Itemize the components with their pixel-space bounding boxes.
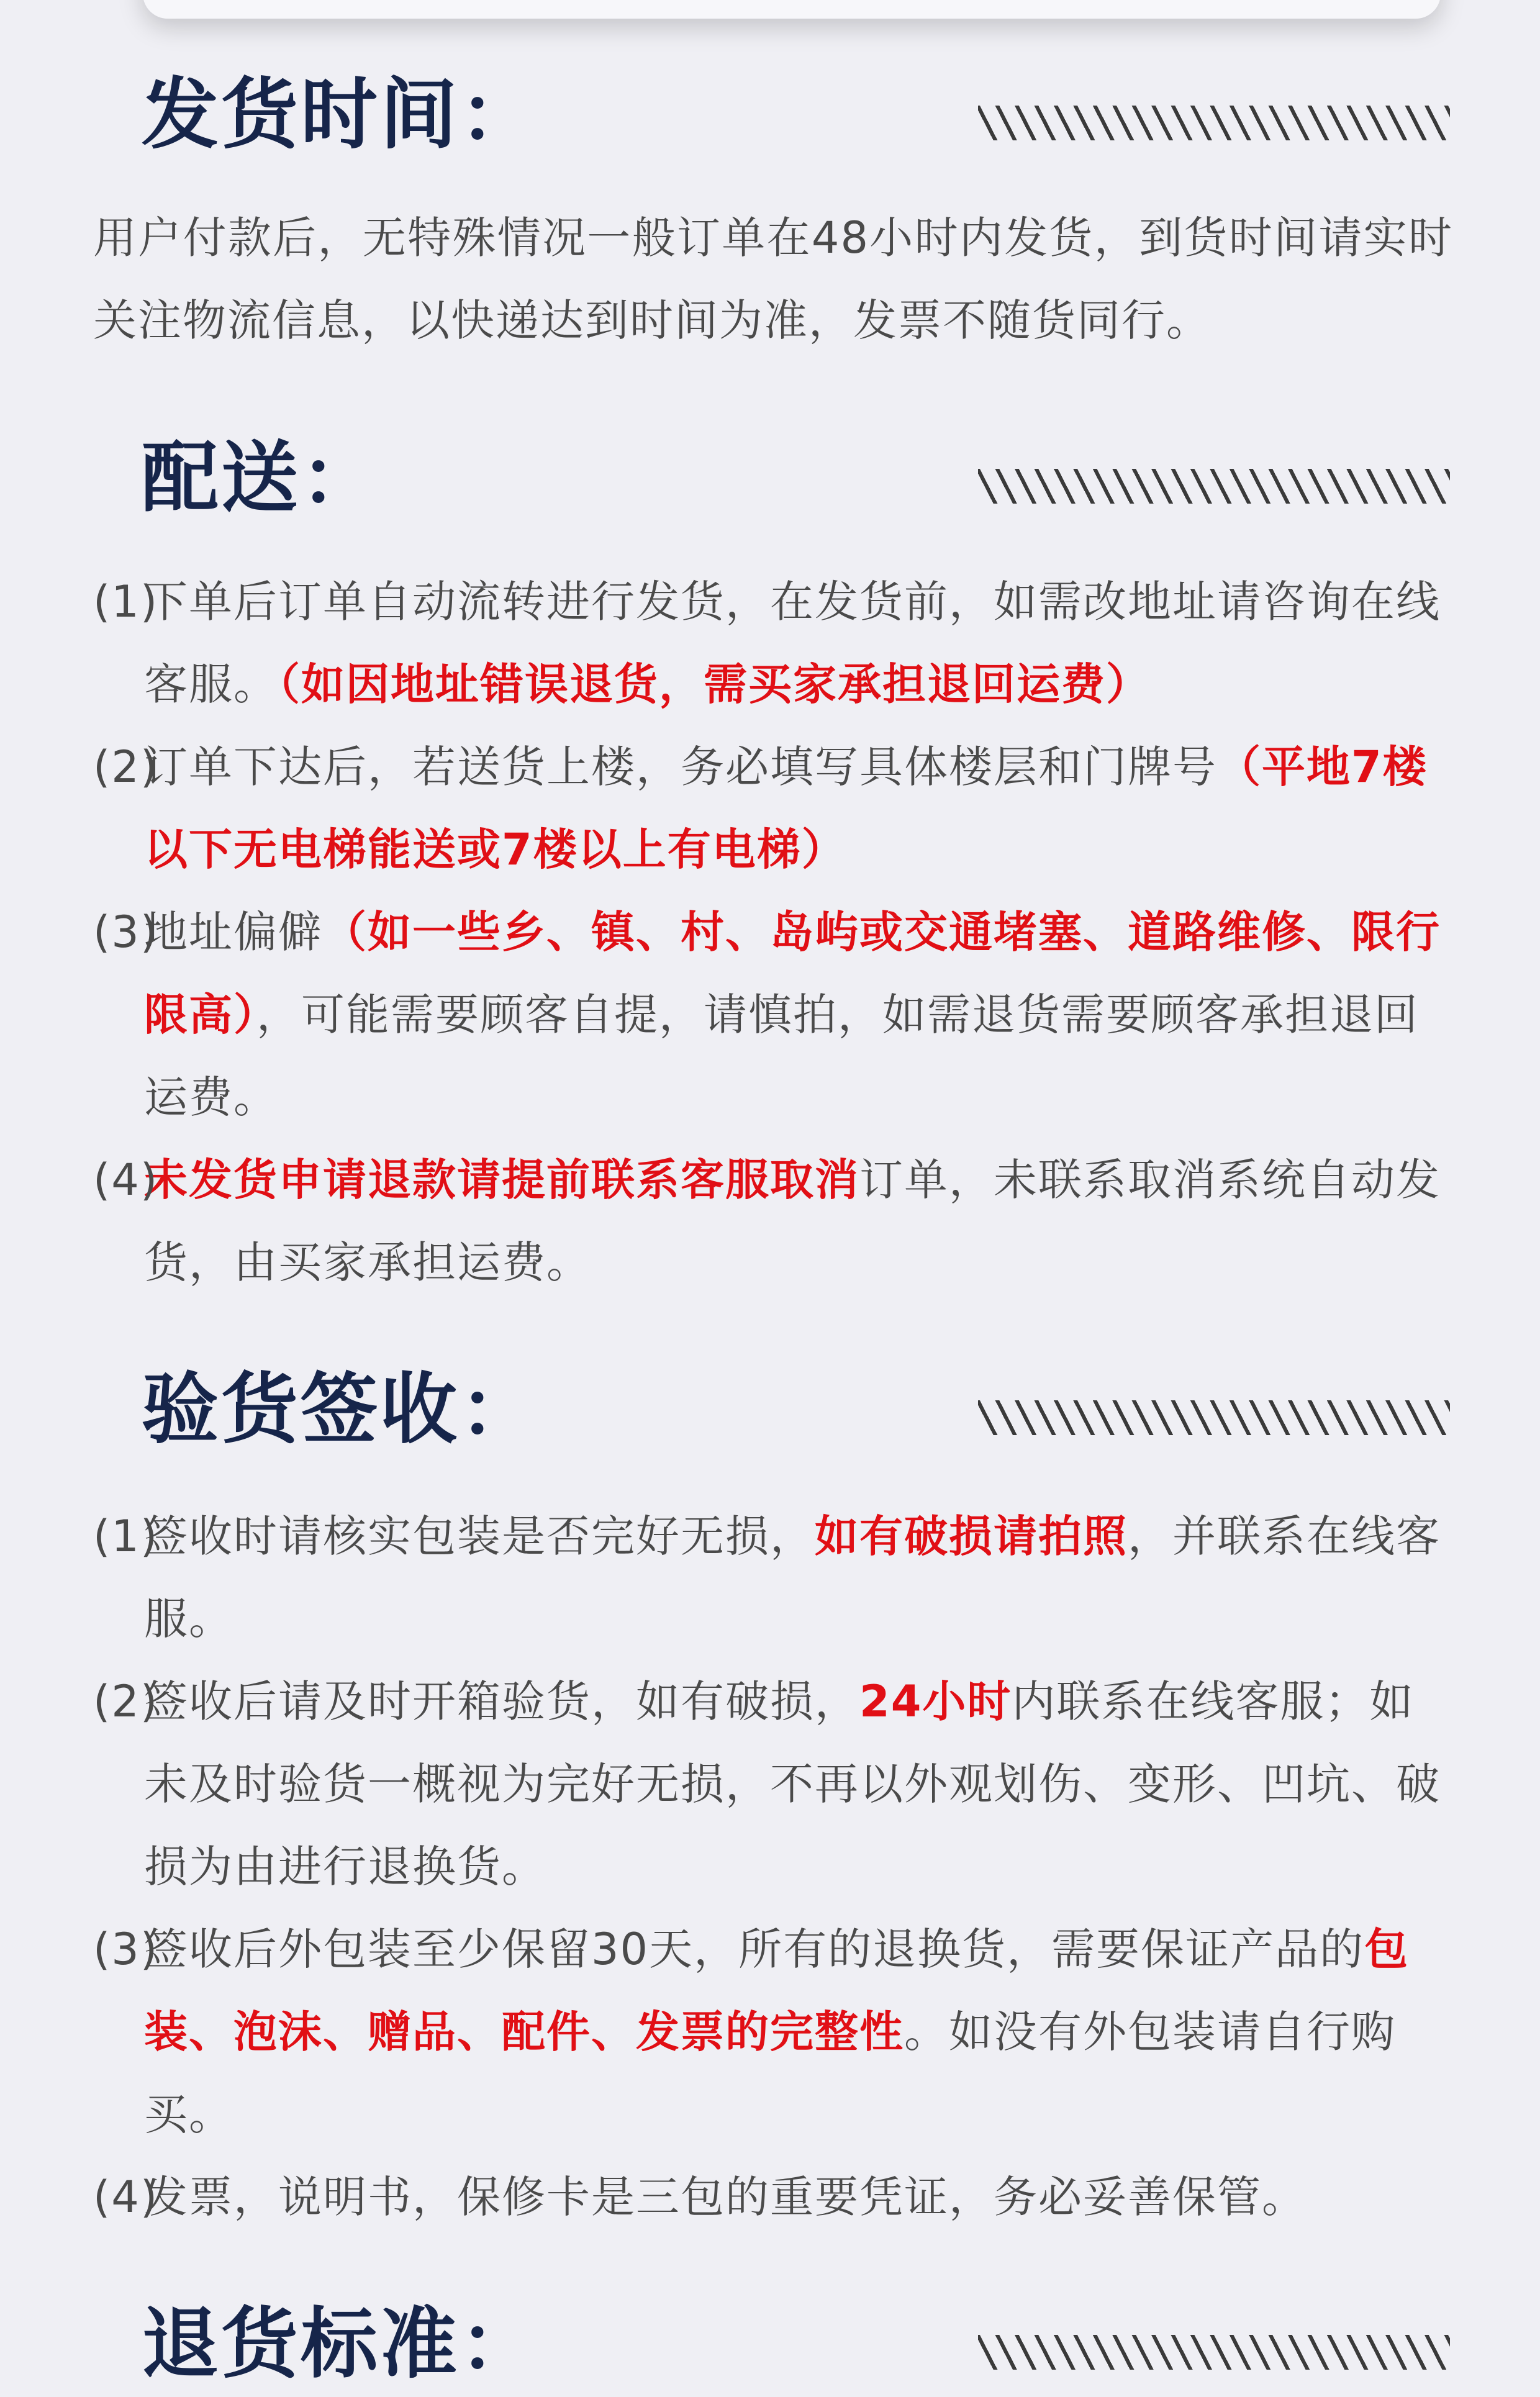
list-item (0, 1661, 1453, 1908)
item-highlight: （如一些乡、镇、村、岛屿或交通堵塞、道路维修、限行限高） (144, 907, 1441, 1040)
list-item (0, 561, 1453, 726)
section-title-shipping-time: 发货时间： (142, 70, 540, 160)
item-number: (2) (93, 1676, 159, 1727)
item-text: 下单后订单自动流转进行发货，在发货前，如需改地址请咨询在线客服。 (144, 576, 1441, 710)
item-highlight: 未发货申请退款请提前联系客服取消 (144, 1154, 859, 1205)
section-inspection (0, 1357, 1540, 1462)
decorative-stripes (978, 1400, 1450, 1435)
section-title-delivery: 配送： (142, 433, 381, 523)
section-header (0, 425, 1540, 531)
item-text-tail: 订单，未联系取消系统自动发货，由买家承担运费。 (144, 1154, 1441, 1288)
decorative-stripes (978, 2335, 1450, 2370)
item-text: 发票，说明书，保修卡是三包的重要凭证，务必妥善保管。 (144, 2172, 1307, 2223)
item-text-tail: 。如没有外包装请自行购买。 (144, 2006, 1396, 2140)
list-item (0, 891, 1453, 1139)
shipping-time-paragraph: 用户付款后，无特殊情况一般订单在48小时内发货，到货时间请实时关注物流信息，以快递达到时间为准，发票不随货同行。 (93, 212, 1453, 346)
section-title-inspection: 验货签收： (142, 1365, 540, 1454)
item-number: (1) (93, 1511, 159, 1562)
item-highlight: 24小时 (859, 1676, 1012, 1727)
item-text-tail: 内联系在线客服；如未及时验货一概视为完好无损，不再以外观划伤、变形、凹坑、破损为由进行退换货。 (144, 1676, 1441, 1892)
section-title-return-standard: 退货标准： (142, 2300, 540, 2389)
item-number: (3) (93, 907, 159, 958)
top-card-edge (143, 0, 1441, 19)
item-number: (4) (93, 1154, 159, 1205)
item-highlight: 包装、泡沫、赠品、配件、发票的完整性 (144, 1924, 1410, 2057)
item-number: (3) (93, 1924, 159, 1975)
item-text-tail: ，并联系在线客服。 (144, 1511, 1441, 1644)
item-highlight: （平地7楼以下无电梯能送或7楼以上有电梯） (144, 741, 1428, 875)
item-text: 签收后请及时开箱验货，如有破损， (144, 1676, 859, 1727)
item-text: 签收时请核实包装是否完好无损， (144, 1511, 815, 1562)
item-text-tail: ，可能需要顾客自提，请慎拍，如需退货需要顾客承担退回运费。 (144, 989, 1419, 1123)
section-return-standard (0, 2291, 1540, 2397)
decorative-stripes (978, 106, 1450, 140)
section-shipping-time (0, 62, 1540, 168)
section-header (0, 62, 1540, 168)
decorative-stripes (978, 469, 1450, 504)
section-header (0, 1357, 1540, 1462)
item-number: (4) (93, 2172, 159, 2223)
item-number: (2) (93, 741, 159, 792)
item-text: 订单下达后，若送货上楼，务必填写具体楼层和门牌号 (144, 741, 1217, 792)
inspection-list (0, 1495, 1540, 2239)
list-item (0, 1908, 1453, 2156)
item-highlight: （如因地址错误退货，需买家承担退回运费） (278, 659, 1151, 710)
item-text: 签收后外包装至少保留30天，所有的退换货，需要保证产品的 (144, 1924, 1365, 1975)
item-number: (1) (93, 576, 159, 627)
item-text: 地址偏僻 (144, 907, 323, 958)
list-item (0, 1139, 1453, 1304)
list-item (0, 2156, 1453, 2239)
list-item (0, 726, 1453, 891)
list-item (0, 1495, 1453, 1661)
section-delivery (0, 425, 1540, 531)
section-header (0, 2291, 1540, 2397)
item-highlight: 如有破损请拍照 (815, 1511, 1128, 1562)
delivery-list (0, 561, 1540, 1304)
